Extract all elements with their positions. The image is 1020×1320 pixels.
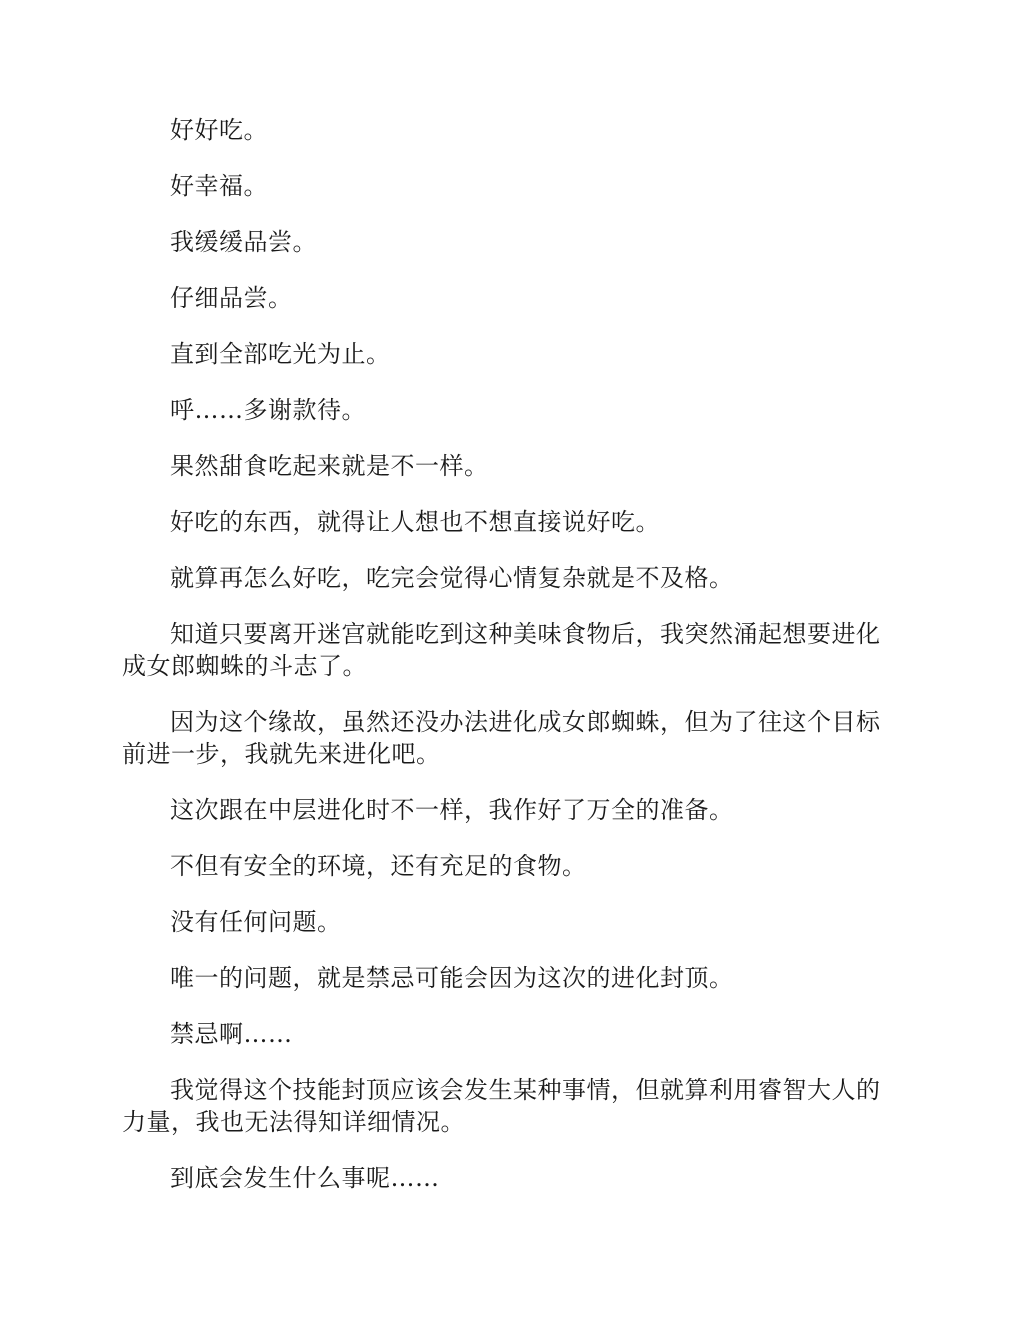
paragraph: 直到全部吃光为止。 [170,340,391,368]
paragraph: 果然甜食吃起来就是不一样。 [170,452,489,480]
paragraph: 好幸福。 [170,172,268,200]
paragraph: 不但有安全的环境，还有充足的食物。 [170,852,587,880]
paragraph: 我觉得这个技能封顶应该会发生某种事情，但就算利用睿智大人的力量，我也无法得知详细情况。 [122,1076,881,1136]
paragraph: 禁忌啊…… [170,1020,293,1048]
paragraph: 就算再怎么好吃，吃完会觉得心情复杂就是不及格。 [170,564,734,592]
paragraph: 我缓缓品尝。 [170,228,317,256]
paragraph: 因为这个缘故，虽然还没办法进化成女郎蜘蛛，但为了往这个目标前进一步，我就先来进化吧。 [122,708,881,768]
paragraph: 好好吃。 [170,116,268,144]
paragraph: 到底会发生什么事呢…… [170,1164,440,1192]
paragraph: 好吃的东西，就得让人想也不想直接说好吃。 [170,508,660,536]
paragraph: 知道只要离开迷宫就能吃到这种美味食物后，我突然涌起想要进化成女郎蜘蛛的斗志了。 [122,620,881,680]
paragraph: 这次跟在中层进化时不一样，我作好了万全的准备。 [170,796,734,824]
paragraph: 唯一的问题，就是禁忌可能会因为这次的进化封顶。 [170,964,734,992]
document-page [122,114,898,1218]
paragraph: 仔细品尝。 [170,284,293,312]
paragraph: 呼……多谢款待。 [170,396,366,424]
paragraph: 没有任何问题。 [170,908,342,936]
